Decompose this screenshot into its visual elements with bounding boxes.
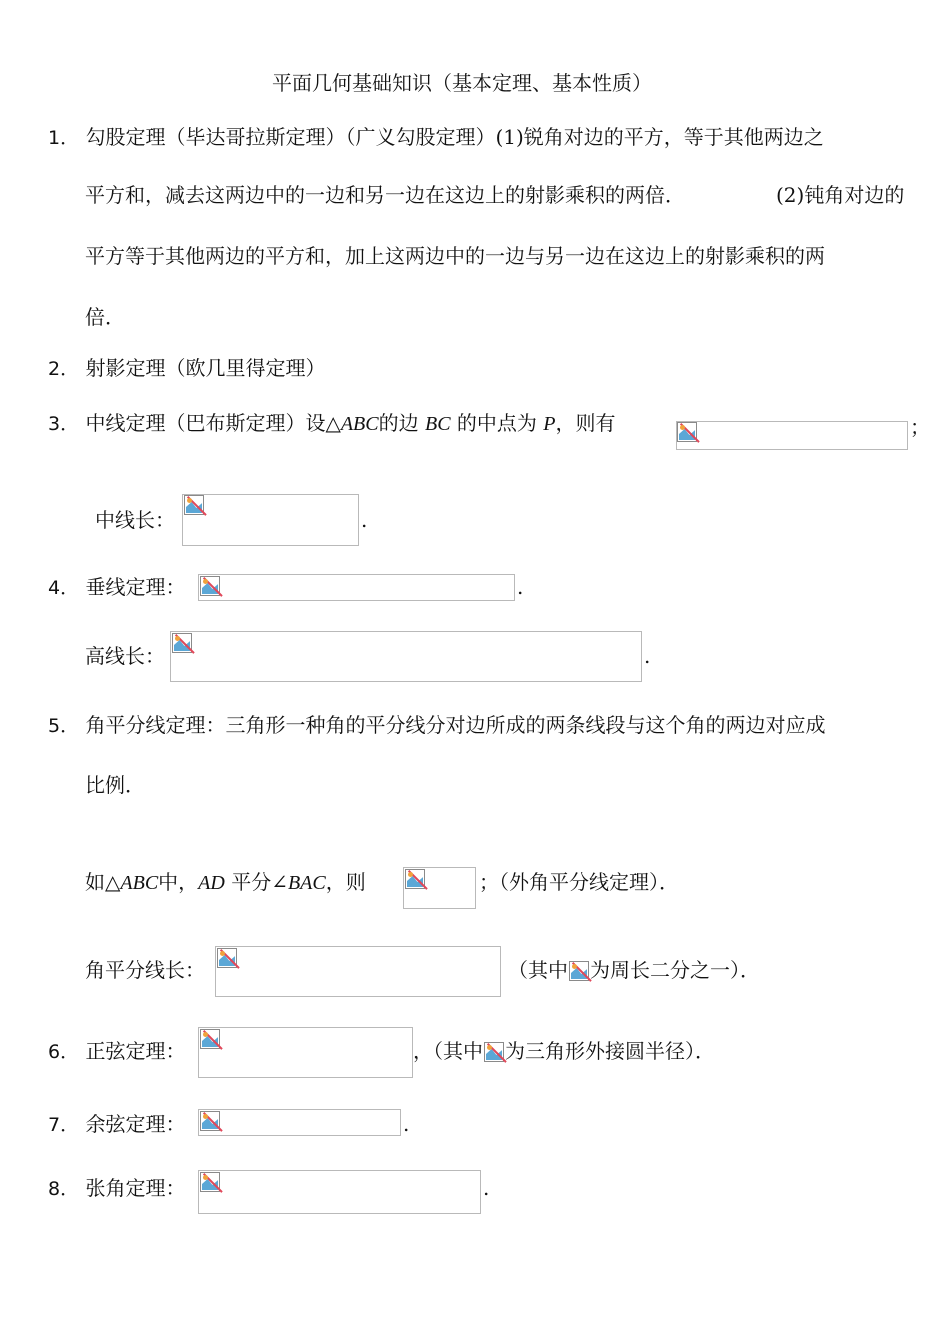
item-5-text-1: 角平分线定理：三角形一种角的平分线分对边所成的两条线段与这个角的两边对应成 [85, 713, 826, 737]
item-8-number: 8． [48, 1178, 80, 1200]
item-5-example [85, 869, 366, 896]
broken-image-icon [172, 633, 192, 653]
item-5-line-2: 比例． [85, 773, 145, 797]
item-1-number: 1． [48, 127, 80, 149]
bisector-note-b: 为周长二分之一）． [590, 958, 760, 982]
item-3-line [48, 410, 615, 437]
broken-image-icon [200, 1111, 220, 1131]
item-1-line-2 [85, 182, 685, 208]
item-6-line [48, 1038, 185, 1065]
item-5-example-c: 平分∠ [231, 870, 288, 894]
item-1-line-3: 平方等于其他两边的平方和，加上这两边中的一边与另一边在这边上的射影乘积的两 [85, 244, 825, 268]
item-1-line-4: 倍． [85, 305, 125, 329]
broken-image-icon [200, 576, 220, 596]
sine-note [413, 1038, 715, 1064]
page-title: 平面几何基础知识（基本定理、基本性质） [272, 71, 652, 95]
broken-image-icon [569, 961, 589, 981]
item-4-label: 垂线定理： [85, 575, 186, 599]
item-2-number: 2． [48, 358, 80, 380]
item-2-line [48, 355, 325, 382]
item-3-text-c: 的中点为 [456, 411, 537, 435]
formula-placeholder-cosine-law [198, 1109, 401, 1136]
item-5-example-end: ；（外角平分线定理）． [479, 870, 679, 894]
item-7-line [48, 1111, 185, 1138]
item-3-text-a: 中线定理（巴布斯定理）设△ [85, 411, 341, 435]
item-2-text: 射影定理（欧几里得定理） [85, 356, 326, 380]
item-5-example-b: 中， [158, 870, 199, 894]
bisector-length-label: 角平分线长： [85, 958, 205, 982]
sine-note-a: ，（其中 [413, 1039, 483, 1063]
item-6-label: 正弦定理： [85, 1039, 186, 1063]
item-3-text-d: ，则有 [555, 411, 616, 435]
broken-image-icon [184, 495, 204, 515]
item-4-end: . [517, 575, 524, 599]
item-5-var-bac: BAC [287, 872, 326, 894]
broken-image-icon [200, 1029, 220, 1049]
item-8-line [48, 1175, 185, 1202]
item-3-end: ； [910, 415, 930, 439]
item-5-example-d: ，则 [325, 870, 366, 894]
bisector-note [508, 957, 760, 983]
item-1-line-1 [48, 124, 824, 151]
item-4-number: 4． [48, 577, 80, 599]
bisector-note-a: （其中 [508, 958, 568, 982]
item-1-text-1: 勾股定理（毕达哥拉斯定理）（广义勾股定理）(1)锐角对边的平方，等于其他两边之 [85, 125, 824, 149]
formula-placeholder-angle-theorem [198, 1170, 481, 1214]
item-3-number: 3． [48, 413, 80, 435]
item-3-text-b: 的边 [378, 411, 419, 435]
item-8-end: . [483, 1176, 490, 1200]
item-5-number: 5． [48, 715, 80, 737]
median-length-label: 中线长： [95, 508, 175, 532]
item-5-example-a: 如△ [85, 870, 121, 894]
item-6-number: 6． [48, 1041, 80, 1063]
item-1-text-2: 平方和，减去这两边中的一边和另一边在这边上的射影乘积的两倍． [85, 183, 685, 207]
broken-image-icon [677, 422, 697, 442]
median-length-end: . [361, 508, 368, 532]
item-1-line-2b: (2)钝角对边的 [776, 183, 905, 207]
item-8-label: 张角定理： [85, 1176, 186, 1200]
formula-placeholder-perpendicular [198, 574, 515, 601]
formula-placeholder-height-length [170, 631, 642, 682]
formula-placeholder-median-length [182, 494, 359, 546]
formula-placeholder-sine-law [198, 1027, 413, 1078]
height-length-label: 高线长： [85, 644, 165, 668]
item-3-var-bc: BC [424, 413, 451, 435]
item-7-end: . [403, 1112, 410, 1136]
broken-image-icon [200, 1172, 220, 1192]
item-5-line-1 [48, 712, 825, 739]
formula-placeholder-median-theorem [676, 421, 908, 450]
item-3-var-abc: ABC [340, 413, 379, 435]
broken-image-icon [217, 948, 237, 968]
item-7-label: 余弦定理： [85, 1112, 186, 1136]
broken-image-icon [484, 1042, 504, 1062]
sine-note-b: 为三角形外接圆半径）． [505, 1039, 715, 1063]
item-4-line [48, 574, 185, 601]
height-length-end: . [644, 644, 651, 668]
item-3-var-p: P [543, 413, 556, 435]
item-7-number: 7． [48, 1114, 80, 1136]
formula-placeholder-bisector-length [215, 946, 501, 997]
broken-image-icon [405, 869, 425, 889]
item-5-var-ad: AD [198, 872, 225, 894]
item-5-var-abc: ABC [120, 872, 159, 894]
